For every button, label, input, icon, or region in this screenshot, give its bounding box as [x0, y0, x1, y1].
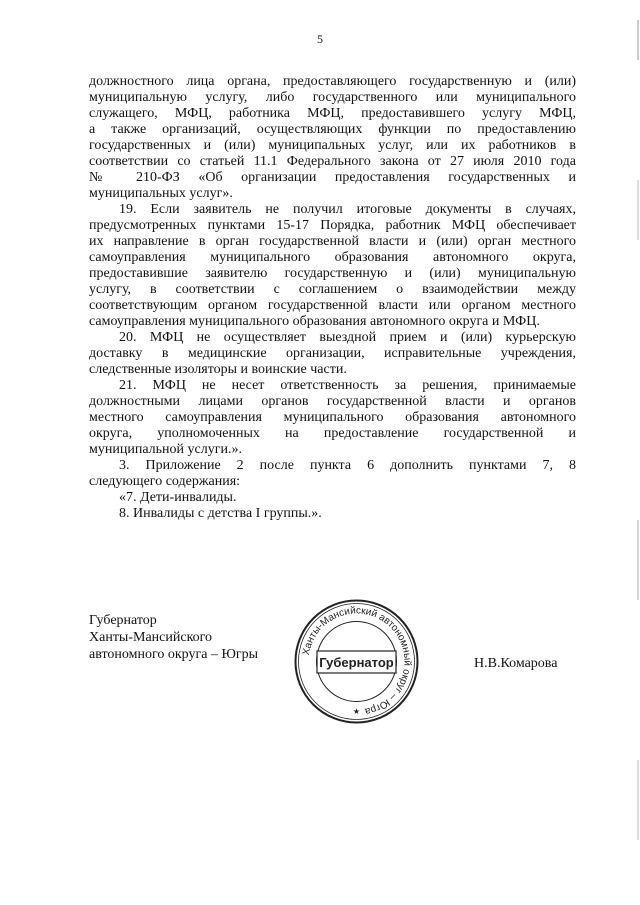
text-line: предусмотренных пунктами 15-17 Порядка, работник МФЦ обеспечивает — [89, 218, 576, 233]
paragraph-21 — [89, 378, 576, 458]
scan-edge-marks — [636, 0, 640, 905]
text-line: муниципальных услуг». — [89, 186, 233, 201]
text-line: местного самоуправления муниципального образования автономного — [89, 410, 576, 425]
signature-position-line: Ханты-Мансийского — [89, 630, 213, 645]
paragraph-20 — [89, 330, 576, 378]
text-line: должностными лицами органов государственной власти и органов — [89, 394, 576, 409]
list-item: «7. Дети-инвалиды. — [119, 490, 237, 505]
list-item: 8. Инвалиды с детства I группы.». — [119, 506, 322, 521]
seal-center-text: Губернатор — [319, 655, 394, 670]
text-line: 19. Если заявитель не получил итоговые документы в случаях, — [119, 202, 576, 217]
signature-position-line: автономного округа – Югры — [89, 647, 258, 662]
text-line: 20. МФЦ не осуществляет выездной прием и (или) курьерскую — [119, 330, 576, 345]
text-line: муниципальную услугу, либо государственного или муниципального — [89, 90, 576, 105]
signer-name: Н.В.Комарова — [474, 656, 558, 671]
text-line: соответствии со статьей 11.1 Федерального закона от 27 июля 2010 года — [89, 154, 576, 169]
text-line: 3. Приложение 2 после пункта 6 дополнить пунктами 7, 8 — [119, 458, 576, 473]
text-line: их направление в орган государственной власти и (или) орган местного — [89, 234, 576, 249]
text-line: соответствующим органом государственной власти или органом местного — [89, 298, 576, 313]
official-seal-stamp — [293, 598, 420, 725]
text-line: государственных и (или) муниципальных услуг, или их работников в — [89, 138, 576, 153]
text-line: доставку в медицинские организации, исправительные учреждения, — [89, 346, 576, 361]
text-line: 21. МФЦ не несет ответственность за решения, принимаемые — [119, 378, 576, 393]
text-line: самоуправления муниципального образования автономного округа, — [89, 250, 576, 265]
seal-ring-text: Ханты-Мансийский автономный округ – Югра — [300, 605, 413, 717]
text-line: муниципальной услуги.». — [89, 442, 242, 457]
text-line: должностного лица органа, предоставляющего государственную и (или) — [89, 74, 576, 89]
document-body — [89, 74, 576, 522]
signature-position-line: Губернатор — [89, 613, 157, 628]
paragraph-19 — [89, 202, 576, 330]
text-line: следующего содержания: — [89, 474, 241, 489]
text-line: № 210-ФЗ «Об организации предоставления государственных и — [89, 170, 576, 185]
seal-star-icon: ★ — [352, 707, 361, 716]
signature-position — [89, 612, 258, 663]
paragraph-3 — [89, 458, 576, 490]
text-line: услугу, в соответствии с соглашением о взаимодействии между — [89, 282, 576, 297]
text-line: а также организаций, осуществляющих функции по предоставлению — [89, 122, 576, 137]
text-line: самоуправления муниципального образования автономного округа и МФЦ. — [89, 314, 540, 329]
paragraph-continuation — [89, 74, 576, 202]
text-line: служащего, МФЦ, работника МФЦ, предоставившего услугу МФЦ, — [89, 106, 576, 121]
page-number: 5 — [317, 32, 323, 46]
text-line: следственные изоляторы и воинские части. — [89, 362, 347, 377]
text-line: округа, уполномоченных на предоставление государственной и — [89, 426, 576, 441]
text-line: предоставившие заявителю государственную и (или) муниципальную — [89, 266, 576, 281]
added-items-list — [89, 490, 576, 522]
